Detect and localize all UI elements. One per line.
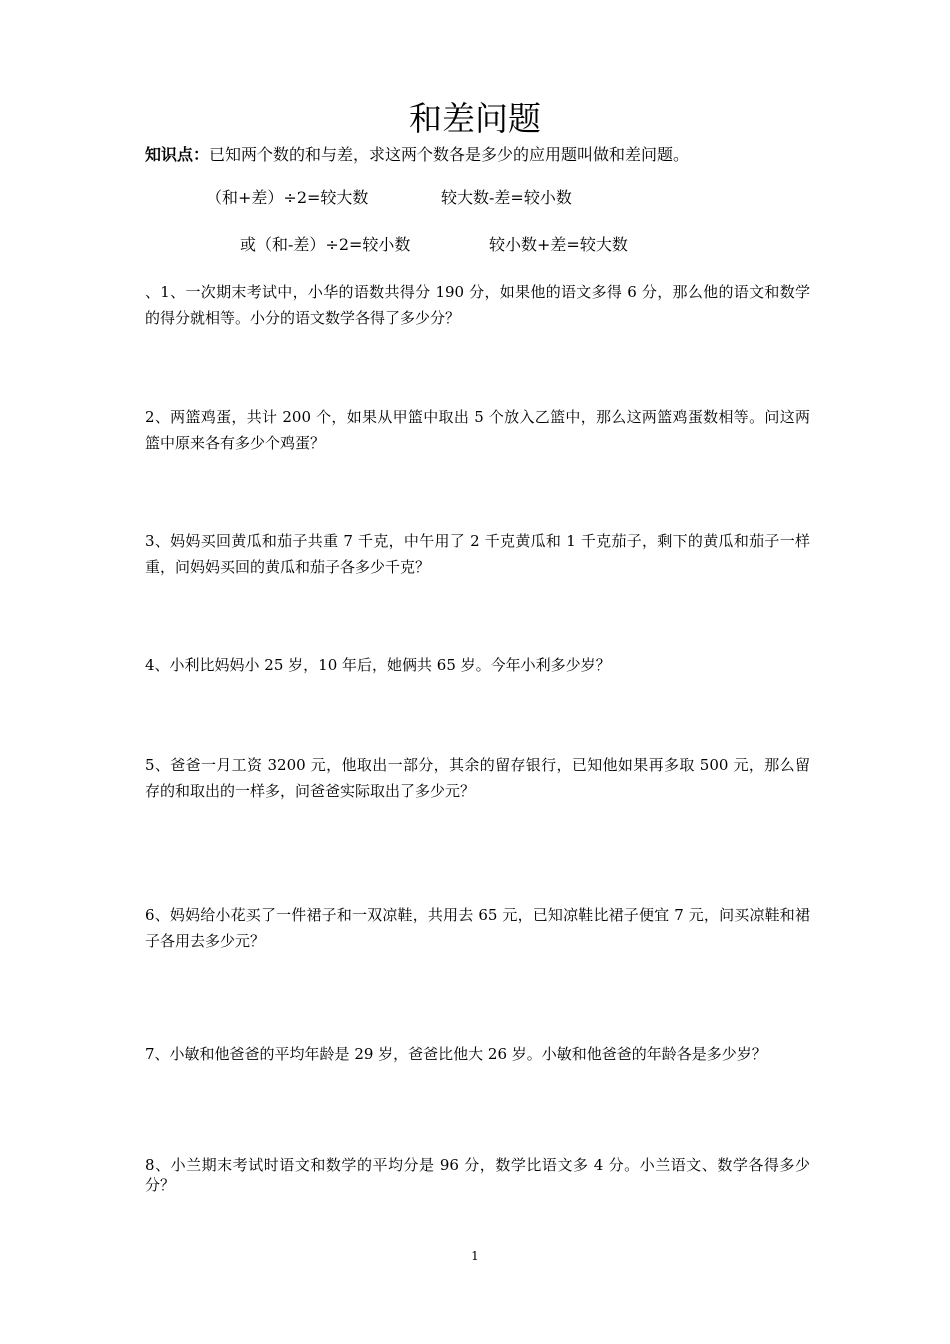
question-4: 4、小利比妈妈小 25 岁，10 年后，她俩共 65 岁。今年小利多少岁？ bbox=[145, 656, 611, 674]
knowledge-text: 已知两个数的和与差，求这两个数各是多少的应用题叫做和差问题。 bbox=[209, 145, 690, 164]
question-7: 7、小敏和他爸爸的平均年龄是 29 岁，爸爸比他大 26 岁。小敏和他爸爸的年龄各是多少岁？ bbox=[145, 1045, 767, 1063]
formula-smaller-number: 或（和-差）÷2=较小数 bbox=[240, 235, 411, 254]
formula-smaller-from-larger: 较大数-差=较小数 bbox=[441, 188, 572, 207]
question-3: 3、妈妈买回黄瓜和茄子共重 7 千克，中午用了 2 千克黄瓜和 1 千克茄子，剩下的黄瓜和茄子一样重，问妈妈买回的黄瓜和茄子各多少千克？ bbox=[145, 532, 810, 576]
formula-larger-number: （和+差）÷2=较大数 bbox=[206, 188, 369, 207]
question-6: 6、妈妈给小花买了一件裙子和一双凉鞋，共用去 65 元，已知凉鞋比裙子便宜 7 元，问买凉鞋和裙子各用去多少元？ bbox=[145, 906, 810, 950]
page-number: 1 bbox=[471, 1249, 479, 1263]
question-2: 2、两篮鸡蛋，共计 200 个，如果从甲篮中取出 5 个放入乙篮中，那么这两篮鸡蛋数相等。问这两篮中原来各有多少个鸡蛋？ bbox=[145, 408, 810, 452]
question-1: 、1、一次期末考试中，小华的语数共得分 190 分，如果他的语文多得 6 分，那么他的语文和数学的得分就相等。小分的语文数学各得了多少分？ bbox=[145, 283, 810, 327]
knowledge-point bbox=[145, 143, 825, 167]
question-5: 5、爸爸一月工资 3200 元，他取出一部分，其余的留存银行，已知他如果再多取 500 元，那么留存的和取出的一样多，问爸爸实际取出了多少元？ bbox=[145, 756, 810, 800]
question-8: 8、小兰期末考试时语文和数学的平均分是 96 分，数学比语文多 4 分。小兰语文、数学各得多少分？ bbox=[145, 1156, 810, 1194]
formula-larger-from-smaller: 较小数+差=较大数 bbox=[489, 235, 628, 254]
page-title: 和差问题 bbox=[409, 99, 541, 138]
knowledge-label: 知识点： bbox=[145, 145, 210, 164]
